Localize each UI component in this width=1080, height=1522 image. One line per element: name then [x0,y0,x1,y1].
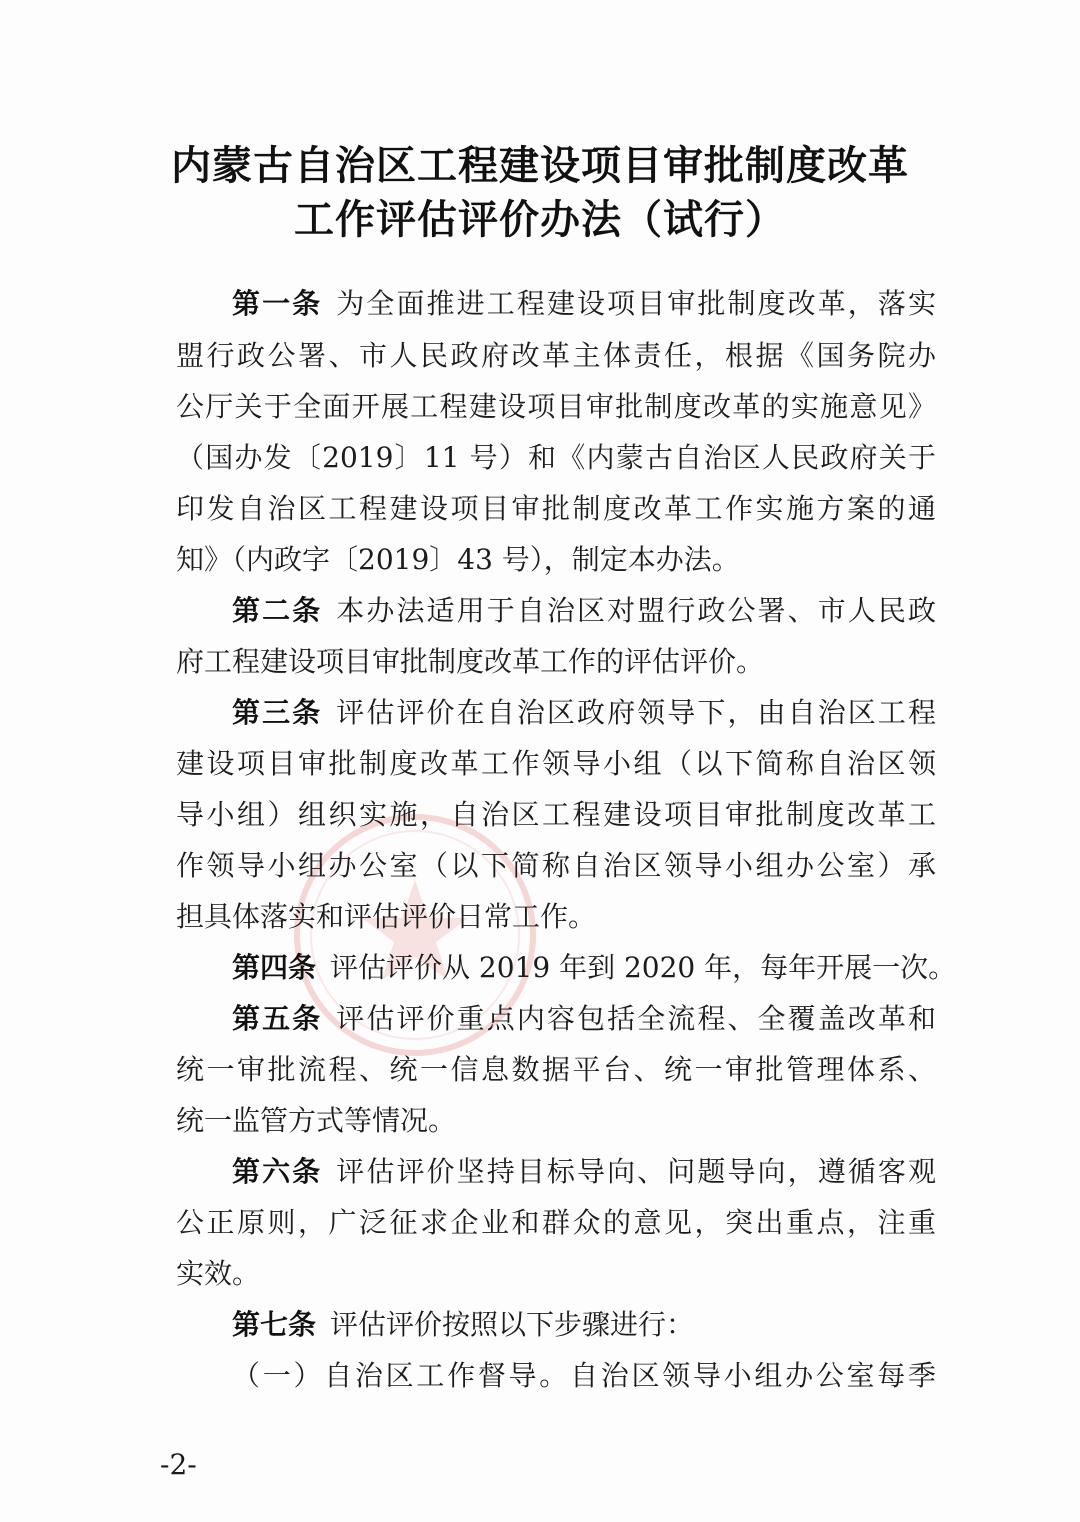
para1-line-6: 知》（内政字〔2019〕43 号），制定本办法。 [176,543,740,576]
para6-line-1 [232,1154,936,1190]
para3-line-3: 导小组）组织实施，自治区工程建设项目审批制度改革工 [176,798,936,831]
article-5-label: 第五条 [232,1002,323,1035]
para5-line-1 [232,1001,936,1037]
document-title-line-2: 工作评估评价办法（试行） [294,196,786,243]
para1-line-2: 盟行政公署、市人民政府改革主体责任，根据《国务院办 [176,339,936,372]
para2-line-1 [232,593,936,629]
article-7-label: 第七条 [232,1308,317,1341]
para6-line-2: 公正原则，广泛征求企业和群众的意见，突出重点，注重 [176,1206,936,1239]
para5-line-3: 统一监管方式等情况。 [176,1104,457,1137]
para3-line-1 [232,695,936,731]
article-4-label: 第四条 [232,951,317,984]
line-text: 评估评价按照以下步骤进行： [330,1308,695,1341]
para7-line-1 [232,1307,694,1343]
para3-line-4: 作领导小组办公室（以下简称自治区领导小组办公室）承 [176,849,936,882]
para8-line-1: （一）自治区工作督导。自治区领导小组办公室每季 [232,1359,936,1392]
article-3-label: 第三条 [232,696,323,729]
para3-line-2: 建设项目审批制度改革工作领导小组（以下简称自治区领 [176,747,936,780]
page-number: -2- [160,1448,197,1481]
document-title-line-1: 内蒙古自治区工程建设项目审批制度改革 [171,142,909,189]
article-1-label: 第一条 [232,287,323,320]
line-text: 本办法适用于自治区对盟行政公署、市人民政 [336,594,936,627]
line-text: 为全面推进工程建设项目审批制度改革，落实 [336,287,936,320]
para5-line-2: 统一审批流程、统一信息数据平台、统一审批管理体系、 [176,1053,936,1086]
line-text: 评估评价在自治区政府领导下，由自治区工程 [336,696,936,729]
para3-line-5: 担具体落实和评估评价日常工作。 [176,900,597,933]
line-text: 评估评价重点内容包括全流程、全覆盖改革和 [336,1002,936,1035]
para1-line-1 [232,286,936,322]
article-2-label: 第二条 [232,594,323,627]
para1-line-4: （国办发〔2019〕11 号）和《内蒙古自治区人民政府关于 [176,441,936,474]
line-text: 评估评价坚持目标导向、问题导向，遵循客观 [336,1155,936,1188]
para6-line-3: 实效。 [176,1257,261,1290]
line-text: 评估评价从 2019 年到 2020 年，每年开展一次。 [330,951,957,984]
para1-line-5: 印发自治区工程建设项目审批制度改革工作实施方案的通 [176,492,936,525]
para1-line-3: 公厅关于全面开展工程建设项目审批制度改革的实施意见》 [176,390,936,423]
para2-line-2: 府工程建设项目审批制度改革工作的评估评价。 [176,645,765,678]
para4-line-1 [232,950,957,986]
article-6-label: 第六条 [232,1155,323,1188]
